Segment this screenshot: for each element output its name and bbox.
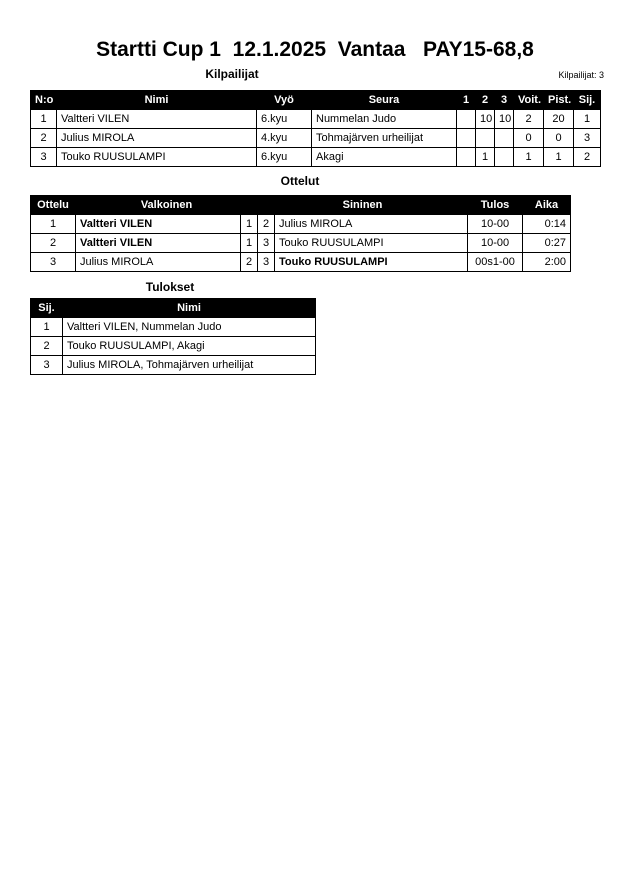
- belt-cell: 6.kyu: [257, 148, 312, 167]
- match-no-cell: 2: [31, 234, 76, 253]
- results-table: [30, 298, 316, 375]
- col-header-nimi: Nimi: [63, 299, 316, 318]
- no-cell: 3: [31, 148, 57, 167]
- results-header-row: [31, 299, 316, 318]
- blue-name-cell: Julius MIROLA: [275, 215, 468, 234]
- col-header-seura: Seura: [312, 91, 457, 110]
- place-cell: 3: [574, 129, 601, 148]
- white-num-cell: 1: [241, 215, 258, 234]
- col-header-tulos: Tulos: [468, 196, 523, 215]
- col-header-sij: Sij.: [31, 299, 63, 318]
- place-cell: 2: [31, 337, 63, 356]
- result-cell: 10-00: [468, 215, 523, 234]
- no-cell: 1: [31, 110, 57, 129]
- result-row: [31, 337, 316, 356]
- col-header-valkoinen: Valkoinen: [76, 196, 258, 215]
- name-cell: Touko RUUSULAMPI, Akagi: [63, 337, 316, 356]
- matches-table: [30, 195, 571, 272]
- wins-cell: 1: [514, 148, 544, 167]
- competitor-count-label: Kilpailijat: 3: [558, 70, 604, 80]
- name-cell: Julius MIROLA: [57, 129, 257, 148]
- result-row: [31, 318, 316, 337]
- score-cell-3: [495, 129, 514, 148]
- col-header-2: 2: [476, 91, 495, 110]
- place-cell: 3: [31, 356, 63, 375]
- score-cell-1: [457, 110, 476, 129]
- name-cell: Valtteri VILEN: [57, 110, 257, 129]
- col-header-nimi: Nimi: [57, 91, 257, 110]
- blue-num-cell: 3: [258, 253, 275, 272]
- competitors-header-row: [31, 91, 601, 110]
- score-cell-2: [476, 129, 495, 148]
- match-row: [31, 215, 571, 234]
- result-row: [31, 356, 316, 375]
- name-cell: Touko RUUSULAMPI: [57, 148, 257, 167]
- col-header-pist: Pist.: [544, 91, 574, 110]
- competitor-row: [31, 148, 601, 167]
- blue-name-cell: Touko RUUSULAMPI: [275, 234, 468, 253]
- col-header-aika: Aika: [523, 196, 571, 215]
- club-cell: Akagi: [312, 148, 457, 167]
- col-header-vyo: Vyö: [257, 91, 312, 110]
- white-num-cell: 2: [241, 253, 258, 272]
- score-cell-1: [457, 148, 476, 167]
- col-header-sij: Sij.: [574, 91, 601, 110]
- no-cell: 2: [31, 129, 57, 148]
- result-cell: 00s1-00: [468, 253, 523, 272]
- points-cell: 20: [544, 110, 574, 129]
- col-header-ottelu: Ottelu: [31, 196, 76, 215]
- competitor-row: [31, 110, 601, 129]
- col-header-sininen: Sininen: [258, 196, 468, 215]
- belt-cell: 4.kyu: [257, 129, 312, 148]
- place-cell: 1: [31, 318, 63, 337]
- col-header-voit: Voit.: [514, 91, 544, 110]
- blue-name-cell: Touko RUUSULAMPI: [275, 253, 468, 272]
- place-cell: 1: [574, 110, 601, 129]
- score-cell-1: [457, 129, 476, 148]
- matches-header-row: [31, 196, 571, 215]
- place-cell: 2: [574, 148, 601, 167]
- match-no-cell: 3: [31, 253, 76, 272]
- belt-cell: 6.kyu: [257, 110, 312, 129]
- wins-cell: 0: [514, 129, 544, 148]
- match-row: [31, 253, 571, 272]
- time-cell: 0:27: [523, 234, 571, 253]
- score-cell-2: 1: [476, 148, 495, 167]
- name-cell: Julius MIROLA, Tohmajärven urheilijat: [63, 356, 316, 375]
- white-name-cell: Julius MIROLA: [76, 253, 241, 272]
- time-cell: 0:14: [523, 215, 571, 234]
- col-header-1: 1: [457, 91, 476, 110]
- section-title-kilpailijat: Kilpailijat: [205, 67, 259, 81]
- match-no-cell: 1: [31, 215, 76, 234]
- score-cell-3: [495, 148, 514, 167]
- name-cell: Valtteri VILEN, Nummelan Judo: [63, 318, 316, 337]
- match-row: [31, 234, 571, 253]
- time-cell: 2:00: [523, 253, 571, 272]
- competitors-table: [30, 90, 601, 167]
- section-title-ottelut: Ottelut: [280, 174, 320, 188]
- page-title: Startti Cup 1 12.1.2025 Vantaa PAY15-68,8: [96, 38, 534, 61]
- wins-cell: 2: [514, 110, 544, 129]
- section-title-tulokset: Tulokset: [145, 280, 195, 294]
- result-cell: 10-00: [468, 234, 523, 253]
- score-cell-2: 10: [476, 110, 495, 129]
- white-name-cell: Valtteri VILEN: [76, 215, 241, 234]
- white-num-cell: 1: [241, 234, 258, 253]
- col-header-no: N:o: [31, 91, 57, 110]
- blue-num-cell: 2: [258, 215, 275, 234]
- col-header-3: 3: [495, 91, 514, 110]
- club-cell: Tohmajärven urheilijat: [312, 129, 457, 148]
- points-cell: 0: [544, 129, 574, 148]
- score-cell-3: 10: [495, 110, 514, 129]
- points-cell: 1: [544, 148, 574, 167]
- competitor-row: [31, 129, 601, 148]
- club-cell: Nummelan Judo: [312, 110, 457, 129]
- blue-num-cell: 3: [258, 234, 275, 253]
- white-name-cell: Valtteri VILEN: [76, 234, 241, 253]
